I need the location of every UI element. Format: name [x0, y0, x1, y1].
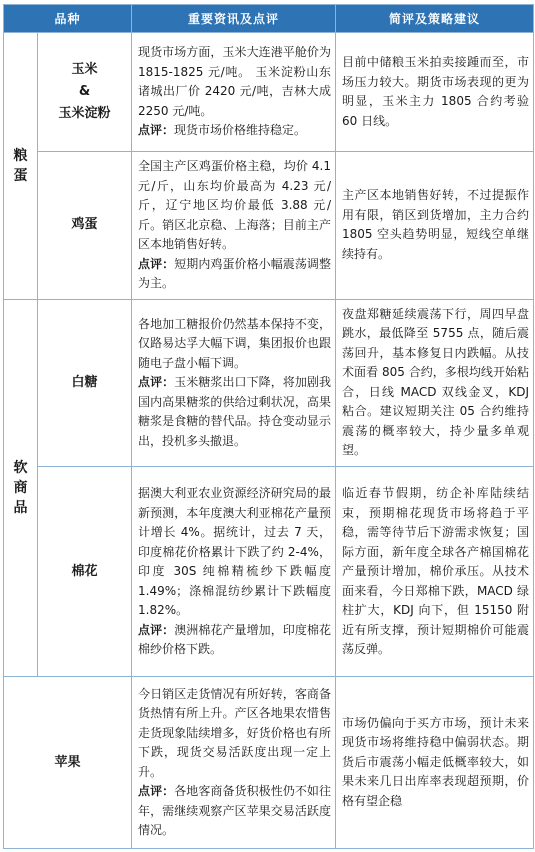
category-name: 白糖 — [71, 374, 98, 390]
strategy-cell: 临近春节假期，纺企补库陆续结束，预期棉花现货市场将趋于平稳，需等待节后下游需求恢复；国际方面，新年度全球各产棉国棉花产量预计增加，棉价承压。从技术面来看，今日郑棉下跌，MACD 绿柱扩大，KDJ 向下，但 15150 附近有所支撑，预计短期棉价可能震荡反弹。 — [336, 467, 534, 677]
category-cell — [38, 152, 132, 299]
comment-label: 点评： — [138, 622, 175, 637]
comment-line — [138, 255, 331, 294]
info-cell — [132, 677, 336, 849]
info-cell — [132, 152, 336, 299]
info-text: 全国主产区鸡蛋价格主稳，均价 4.1 元/斤，山东均价最高为 4.23 元/斤，辽宁地区均价最低 3.88 元/斤。销区北京稳、上海落；目前主产区本地销售好转。 — [138, 159, 332, 252]
comment-line — [138, 782, 331, 841]
category-cell — [4, 677, 132, 849]
strategy-cell: 夜盘郑糖延续震荡下行，周四早盘跳水，最低降至 5755 点，随后震荡回升，基本修复日内跌幅。从技术面看 805 合约，多根均线开始粘合，日线 MACD 双线金叉，KDJ 粘合。建议短期关注 05 合约维持震荡的概率较大，持少量多单观望。 — [336, 299, 534, 467]
table-row — [4, 299, 534, 467]
comment-text: 短期内鸡蛋价格小幅震荡调整为主。 — [138, 256, 331, 291]
info-cell — [132, 33, 336, 152]
header-news: 重要资讯及点评 — [132, 5, 336, 33]
group-char: 蛋 — [13, 167, 28, 184]
comment-label: 点评： — [138, 123, 175, 138]
comment-text: 澳洲棉花产量增加，印度棉花棉纱价格下跌。 — [138, 622, 331, 656]
comment-text: 玉米糖浆出口下降，将加剧我国内高果糖浆的供给过剩状况，高果糖浆是食糖的替代品。持仓变动显示出，投机多头撤退。 — [138, 375, 332, 448]
group-char: 软 — [13, 459, 28, 476]
info-cell — [132, 467, 336, 677]
group-char: 商 — [13, 479, 28, 496]
category-cell — [38, 33, 132, 152]
comment-line — [138, 373, 331, 451]
info-text: 今日销区走货情况有所好转，客商备货热情有所上升。产区各地果农惜售走货现象陆续增多，好货价格也有所下跌，现货交易活跃度出现一定上升。 — [138, 686, 332, 779]
comment-line — [138, 121, 331, 141]
strategy-cell: 主产区本地销售好转，不过提振作用有限，销区到货增加，主力合约 1805 空头趋势明显，短线空单继续持有。 — [336, 152, 534, 299]
table-row — [4, 33, 534, 152]
comment-label: 点评： — [138, 375, 175, 390]
category-name: 苹果 — [54, 754, 81, 770]
category-name: 棉花 — [71, 563, 98, 579]
category-name: 玉米淀粉 — [58, 106, 111, 122]
category-name: 鸡蛋 — [71, 217, 98, 233]
info-text: 各地加工糖报价仍然基本保持不变，仅路易达孚大幅下调，集团报价也跟随电子盘小幅下调。 — [138, 316, 332, 370]
comment-text: 现货市场价格维持稳定。 — [174, 123, 307, 138]
table-row — [4, 677, 534, 849]
comment-label: 点评： — [138, 256, 175, 271]
info-cell — [132, 299, 336, 467]
comment-label: 点评： — [138, 784, 175, 799]
comment-text: 各地客商备货积极性仍不如往年，需继续观察产区苹果交易活跃度情况。 — [138, 784, 332, 838]
group-char: 粮 — [13, 147, 28, 164]
strategy-cell: 目前中储粮玉米拍卖接踵而至，市场压力较大。期货市场表现的更为明显，玉米主力 1805 合约考验 60 日线。 — [336, 33, 534, 152]
header-row — [4, 5, 534, 33]
strategy-cell: 市场仍偏向于买方市场，预计未来现货市场将维持稳中偏弱状态。期货后市震荡小幅走低概率较大，如果未来几日出库率表现超预期，价格有望企稳 — [336, 677, 534, 849]
commodity-table — [3, 4, 534, 849]
table-row — [4, 152, 534, 299]
group-char: 品 — [13, 499, 28, 516]
category-cell — [38, 467, 132, 677]
group-grain — [4, 33, 38, 300]
category-cell — [38, 299, 132, 467]
category-name: & — [78, 84, 91, 100]
header-variety: 品种 — [4, 5, 132, 33]
header-strategy: 简评及策略建议 — [336, 5, 534, 33]
group-soft — [4, 299, 38, 677]
info-text: 据澳大利亚农业资源经济研究局的最新预测，本年度澳大利亚棉花产量预计增长 4%。据统计，过去 7 天，印度棉花价格累计下跌了约 2-4%，印度 30S 纯棉精梳纱下跌幅度 1.49%；涤棉混纺纱累计下跌幅度 1.82%。 — [138, 486, 332, 617]
table-row — [4, 467, 534, 677]
category-name: 玉米 — [71, 62, 98, 78]
comment-line — [138, 621, 331, 660]
info-text: 现货市场方面，玉米大连港平舱价为 1815-1825 元/吨。 玉米淀粉山东诸城出厂价 2420 元/吨，吉林大成 2250 元/吨。 — [138, 45, 332, 118]
